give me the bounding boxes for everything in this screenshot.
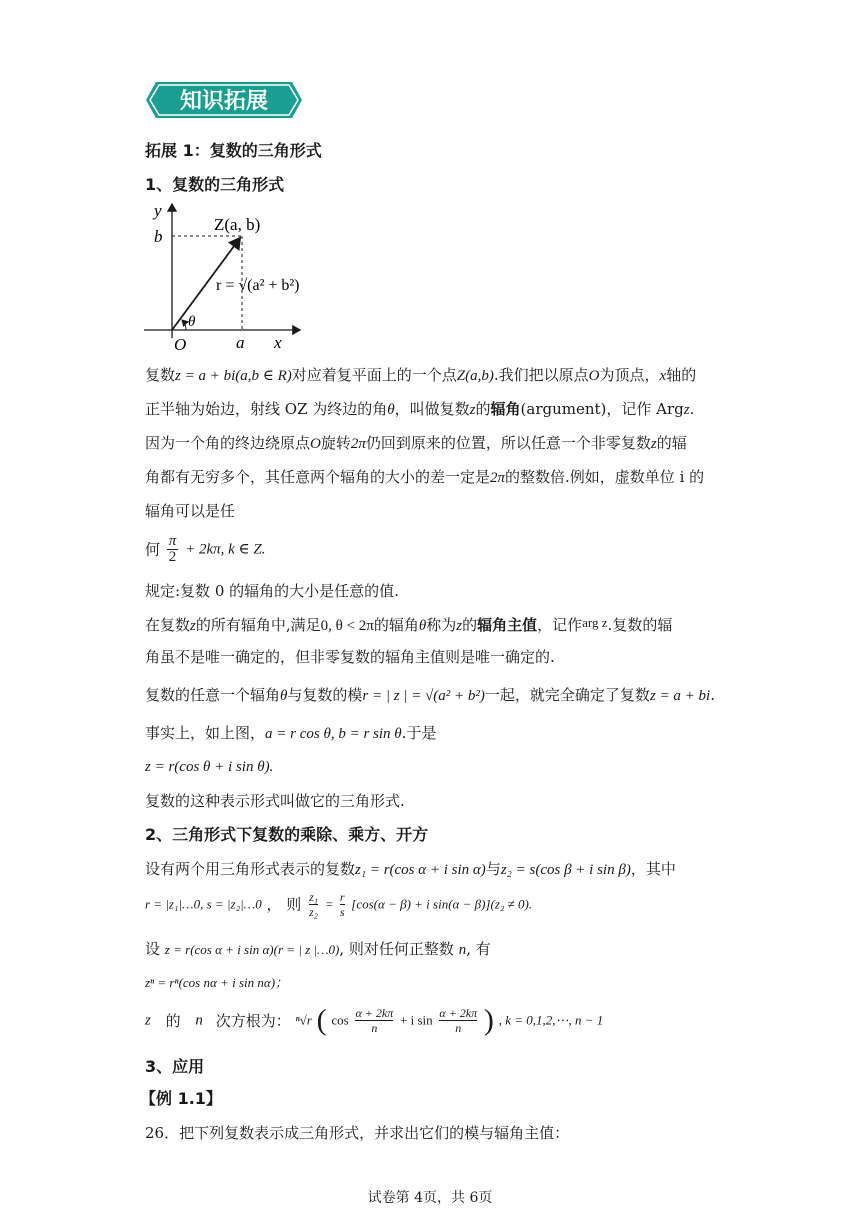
para-2-line-3: 辐角可以是任 <box>145 502 236 520</box>
subsection-3-title: 3、应用 <box>145 1057 205 1076</box>
example-label: 【例 1.1】 <box>140 1089 222 1108</box>
page-footer: 试卷第 4页，共 6页 <box>367 1190 493 1206</box>
complex-plane-figure <box>140 198 310 358</box>
para-4: 复数的任意一个辐角θ与复数的模r = | z | = √(a² + b²)一起，就完全确定了复数z = a + bi. <box>145 686 715 704</box>
para-3-line-2: 角虽不是唯一确定的，但非零复数的辐角主值则是唯一确定的. <box>145 648 555 666</box>
r-formula-label: r = √(a² + b²) <box>216 277 300 294</box>
para-7: 设有两个用三角形式表示的复数z₁ = r(cos α + i sin α)与z₂ = s(cos β + i sin β)，其中 <box>145 860 676 878</box>
section-banner <box>144 80 304 120</box>
fraction-denominator: 2 <box>168 549 177 565</box>
para-8-quotient: r = |z₁|…0, s = |z₂|…0 ， 则 $\frac{\text{z₁}}{\text{z₂}}$ = $\frac{r}{s}$ [cos(α − β) + i sin(α − β)](z₂ ≠ 0). <box>145 890 533 919</box>
banner-shape <box>144 80 304 120</box>
para-2-line-1: 因为一个角的终边绕原点O旋转2π仍回到原来的位置，所以任意一个非零复数z的辐 <box>145 434 687 452</box>
banner-title: 知识拓展 <box>179 89 269 114</box>
para-5: 事实上，如上图，a = r cos θ, b = r sin θ.于是 <box>145 724 437 742</box>
para-6: 复数的这种表示形式叫做它的三角形式. <box>145 792 405 810</box>
para-10-root: z 的 n 次方根为： ⁿ√r ( cos $\frac{\alpha + 2k\pi}{n}$ + i sin $\frac{\alpha + 2k\pi}{n}$ ) , k = 0,1,2,⋯, n − 1 <box>145 1003 604 1037</box>
para-9: 设 z = r(cos α + i sin α)(r = | z |…0), 则对任何正整数 n, 有 <box>145 940 491 958</box>
para-1-line-1: 复数z = a + bi(a,b ∈ R)对应着复平面上的一个点Z(a,b).我们把以原点O为顶点，x轴的 <box>145 366 697 384</box>
para-1-line-2: 正半轴为始边，射线 OZ 为终边的角θ，叫做复数z的辐角(argument)，记作 Argz. <box>145 400 695 418</box>
y-label: y <box>154 201 162 220</box>
theta-label: θ <box>188 314 196 330</box>
para-3-line-1: 在复数z的所有辐角中,满足0, θ < 2π的辐角θ称为z的辐角主值，记作arg z.复数的辐 <box>145 615 673 634</box>
b-label: b <box>154 227 163 246</box>
a-label: a <box>236 333 245 352</box>
formula-power: zⁿ = rⁿ(cos nα + i sin nα)； <box>145 975 289 990</box>
subsection-2-title: 2、三角形式下复数的乘除、乘方、开方 <box>145 825 429 844</box>
para-2-line-2: 角都有无穷多个，其任意两个辐角的大小的差一定是2π的整数倍.例如，虚数单位 i 的 <box>145 468 705 486</box>
subsection-1-title: 1、复数的三角形式 <box>145 175 285 194</box>
formula-trig-form: z = r(cos θ + i sin θ). <box>145 759 274 775</box>
question-26: 26．把下列复数表示成三角形式，并求出它们的模与辐角主值： <box>145 1124 570 1142</box>
point-z-label: Z(a, b) <box>214 215 261 234</box>
x-label: x <box>274 333 282 352</box>
rule-line: 规定:复数 0 的辐角的大小是任意的值. <box>145 582 399 600</box>
origin-label: O <box>174 335 187 354</box>
para-2-line-4: 何 $\frac{\pi}{2}$ + 2kπ, k ∈ Z. <box>145 533 266 565</box>
section-title: 拓展 1：复数的三角形式 <box>145 141 322 160</box>
fraction-numerator: π <box>168 533 177 549</box>
